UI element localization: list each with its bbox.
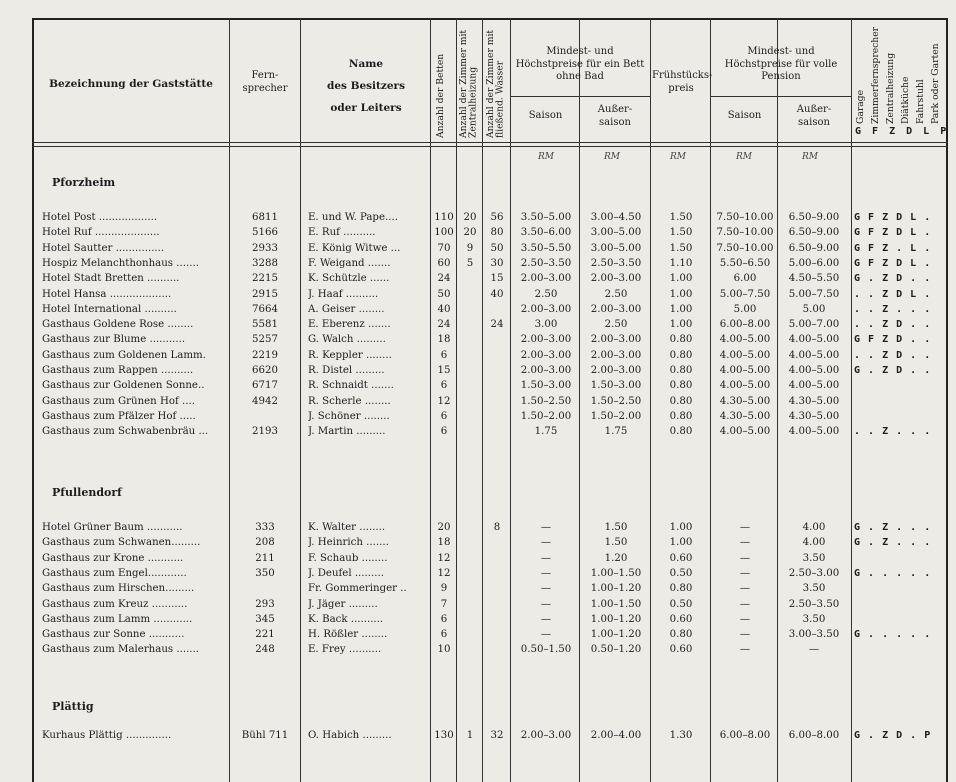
table-cell-beds: 6 — [440, 380, 448, 392]
table-cell-owner: J. Schöner ........ — [308, 410, 390, 422]
table-cell-fl: . . Z . . . — [854, 426, 932, 438]
table-cell-heat: 20 — [463, 227, 477, 239]
table-cell-fl: G F Z D L . — [854, 227, 932, 239]
table-cell-s2: 3.00–5.00 — [590, 227, 642, 239]
table-cell-water: 15 — [490, 273, 504, 285]
facility-codes: G F Z D L P — [855, 126, 949, 137]
table-cell-p1: 7.50–10.00 — [716, 212, 774, 223]
table-cell-owner: F. Weigand ....... — [308, 257, 391, 269]
table-cell-name: Gasthaus zum Grünen Hof .... — [42, 395, 195, 407]
unit-label: RM — [538, 152, 554, 162]
table-cell-s2: 1.20 — [604, 552, 628, 564]
table-cell-heat: 5 — [466, 257, 474, 269]
table-cell-phone: 333 — [255, 522, 275, 533]
table-cell-fl: G . Z D . . — [854, 365, 932, 376]
table-cell-beds: 24 — [437, 319, 451, 331]
table-cell-fr: 0.80 — [669, 410, 693, 422]
table-cell-beds: 15 — [437, 365, 451, 376]
table-cell-s2: 2.00–3.00 — [590, 334, 642, 346]
col-rule — [229, 18, 230, 782]
header-offseason2: Außer- saison — [796, 104, 832, 128]
table-cell-water: 30 — [490, 257, 504, 269]
table-cell-p1: 7.50–10.00 — [716, 242, 774, 254]
section-title: Pforzheim — [52, 176, 116, 189]
table-cell-owner: R. Distel ......... — [308, 365, 385, 376]
table-cell-phone: 7664 — [252, 303, 278, 315]
table-cell-phone: 2219 — [252, 349, 278, 361]
table-cell-fr: 0.50 — [669, 567, 693, 579]
col-rule — [482, 18, 483, 782]
header-owner-3: oder Leiters — [330, 102, 402, 114]
header-beds: Anzahl der Betten — [435, 53, 446, 138]
header-rule-double — [32, 146, 948, 147]
table-cell-name: Hotel Ruf .................... — [42, 227, 160, 239]
table-cell-p2: 3.50 — [802, 613, 826, 625]
table-cell-fr: 0.80 — [669, 583, 693, 595]
table-cell-phone: 6620 — [252, 365, 278, 376]
table-cell-owner: O. Habich ......... — [308, 730, 392, 741]
table-cell-phone: 2215 — [252, 273, 278, 285]
table-cell-beds: 40 — [437, 303, 451, 315]
table-cell-p2: 4.50–5.50 — [788, 273, 840, 285]
header-facility-heating: Zentralheizung — [885, 52, 896, 124]
table-cell-fr: 1.00 — [669, 522, 693, 533]
table-cell-s2: 1.00–1.20 — [590, 583, 642, 595]
table-cell-name: Hotel Grüner Baum ........... — [42, 522, 183, 533]
table-cell-s1: 2.50–3.50 — [520, 257, 572, 269]
table-cell-p2: 4.00–5.00 — [788, 334, 840, 346]
table-cell-fr: 1.50 — [669, 242, 693, 254]
table-cell-p2: 4.00 — [802, 522, 826, 533]
table-cell-s1: 3.50–6.00 — [520, 227, 572, 239]
table-cell-phone: 211 — [255, 552, 275, 564]
header-rule — [32, 142, 948, 143]
table-cell-p2: 4.30–5.00 — [788, 395, 840, 407]
table-cell-p1: 7.50–10.00 — [716, 227, 774, 239]
table-cell-s1: 2.50 — [534, 288, 558, 300]
table-cell-owner: J. Heinrich ....... — [308, 537, 389, 549]
table-cell-s2: 1.50 — [604, 522, 628, 533]
table-cell-s1: — — [540, 613, 552, 625]
table-cell-fr: 1.30 — [669, 730, 693, 741]
table-cell-s1: 2.00–3.00 — [520, 349, 572, 361]
col-rule — [851, 18, 852, 782]
table-cell-name: Gasthaus zur Krone ........... — [42, 552, 184, 564]
table-cell-owner: H. Rößler ........ — [308, 629, 388, 641]
table-cell-beds: 50 — [437, 288, 451, 300]
table-cell-fr: 0.50 — [669, 598, 693, 610]
table-cell-owner: R. Keppler ........ — [308, 349, 392, 361]
table-cell-p2: 5.00–7.50 — [788, 288, 840, 300]
table-cell-phone: Bühl 711 — [241, 730, 289, 741]
table-cell-p2: 2.50–3.50 — [788, 598, 840, 610]
table-cell-fl: . . Z D . . — [854, 349, 932, 361]
table-cell-water: 80 — [490, 227, 504, 239]
table-cell-owner: J. Jäger ......... — [308, 598, 378, 610]
header-phone: Fern- sprecher — [242, 70, 288, 94]
table-cell-s1: — — [540, 522, 552, 533]
table-cell-name: Hotel Post .................. — [42, 212, 158, 223]
table-cell-fr: 1.50 — [669, 212, 693, 223]
table-cell-phone: 2915 — [252, 288, 278, 300]
table-cell-s1: — — [540, 629, 552, 641]
table-cell-fl: G . . . . . — [854, 567, 932, 579]
table-cell-p2: 3.50 — [802, 552, 826, 564]
table-cell-p2: 5.00–7.00 — [788, 319, 840, 331]
table-cell-name: Gasthaus zum Kreuz ........... — [42, 598, 188, 610]
table-cell-phone: 6811 — [252, 212, 278, 223]
table-cell-fr: 0.60 — [669, 613, 693, 625]
table-cell-owner: E. Eberenz ....... — [308, 319, 391, 331]
table-cell-p1: 4.00–5.00 — [719, 380, 771, 392]
table-cell-beds: 6 — [440, 349, 448, 361]
table-cell-p1: 6.00–8.00 — [719, 319, 771, 331]
table-cell-name: Gasthaus zum Goldenen Lamm. — [42, 349, 206, 361]
table-cell-name: Gasthaus Goldene Rose ........ — [42, 319, 194, 331]
col-rule — [510, 18, 511, 782]
table-cell-s2: 2.00–3.00 — [590, 349, 642, 361]
col-rule — [456, 18, 457, 782]
table-cell-p1: — — [739, 537, 751, 549]
table-cell-s1: — — [540, 552, 552, 564]
table-cell-owner: E. und W. Pape.... — [308, 212, 398, 223]
table-cell-fr: 0.80 — [669, 334, 693, 346]
table-cell-name: Gasthaus zur Sonne ........... — [42, 629, 185, 641]
table-cell-p1: — — [739, 567, 751, 579]
table-cell-name: Gasthaus zum Engel............ — [42, 567, 187, 579]
header-offseason: Außer- saison — [597, 104, 633, 128]
table-cell-beds: 70 — [437, 242, 451, 254]
table-cell-owner: E. Ruf .......... — [308, 227, 376, 239]
table-cell-beds: 6 — [440, 613, 448, 625]
table-cell-beds: 12 — [437, 552, 451, 564]
table-cell-fr: 1.50 — [669, 227, 693, 239]
table-cell-fr: 1.00 — [669, 288, 693, 300]
table-cell-s1: 3.50–5.00 — [520, 212, 572, 223]
table-cell-beds: 24 — [437, 273, 451, 285]
table-cell-p1: — — [739, 598, 751, 610]
col-rule — [710, 18, 711, 782]
header-facility-diet: Diätküche — [900, 76, 911, 124]
table-cell-beds: 12 — [437, 567, 451, 579]
table-cell-phone: 5581 — [252, 319, 278, 331]
table-cell-s1: 0.50–1.50 — [520, 644, 572, 656]
table-cell-fl: G . Z . . . — [854, 522, 932, 533]
table-cell-name: Kurhaus Plättig .............. — [42, 730, 172, 741]
table-cell-s1: 2.00–3.00 — [520, 273, 572, 285]
table-cell-fr: 1.10 — [669, 257, 693, 269]
table-cell-fr: 0.80 — [669, 629, 693, 641]
table-cell-water: 8 — [493, 522, 501, 533]
table-cell-p2: 2.50–3.00 — [788, 567, 840, 579]
table-cell-phone: 4942 — [252, 395, 278, 407]
table-cell-p2: 4.00–5.00 — [788, 349, 840, 361]
header-pension-prices: Mindest- und Höchstpreise für volle Pension — [724, 46, 838, 82]
table-cell-s2: 1.75 — [604, 426, 628, 438]
table-cell-name: Gasthaus zum Schwabenbräu ... — [42, 426, 209, 438]
table-cell-owner: J. Deufel ......... — [308, 567, 384, 579]
table-cell-s1: — — [540, 537, 552, 549]
table-cell-s1: 3.50–5.50 — [520, 242, 572, 254]
table-cell-s1: — — [540, 598, 552, 610]
table-cell-name: Gasthaus zum Rappen .......... — [42, 365, 194, 376]
table-cell-fl: G . Z D . . — [854, 273, 932, 285]
table-cell-beds: 100 — [434, 227, 454, 239]
table-cell-beds: 60 — [437, 257, 451, 269]
table-cell-name: Hotel Hansa ................... — [42, 288, 172, 300]
table-cell-p1: — — [739, 552, 751, 564]
table-cell-name: Gasthaus zur Goldenen Sonne.. — [42, 380, 205, 392]
header-bed-prices: Mindest- und Höchstpreise für ein Bett ohne Bad — [515, 46, 645, 82]
table-cell-owner: J. Haaf .......... — [308, 288, 379, 300]
table-cell-owner: A. Geiser ........ — [308, 303, 385, 315]
table-cell-water: 50 — [490, 242, 504, 254]
table-cell-p2: 6.50–9.00 — [788, 227, 840, 239]
table-cell-beds: 10 — [437, 644, 451, 656]
table-cell-s2: 2.00–4.00 — [590, 730, 642, 741]
table-cell-fr: 0.80 — [669, 365, 693, 376]
table-cell-heat: 9 — [466, 242, 474, 254]
header-facility-lift: Fahrstuhl — [915, 79, 926, 124]
table-cell-p1: 5.00–7.50 — [719, 288, 771, 300]
table-cell-beds: 12 — [437, 395, 451, 407]
table-cell-p1: — — [739, 522, 751, 533]
table-cell-beds: 6 — [440, 410, 448, 422]
table-cell-fl: G F Z D L . — [854, 212, 932, 223]
table-cell-name: Gasthaus zum Lamm ............ — [42, 613, 193, 625]
unit-label: RM — [736, 152, 752, 162]
header-season2: Saison — [727, 110, 762, 121]
table-cell-beds: 9 — [440, 583, 448, 595]
table-cell-name: Gasthaus zum Malerhaus ....... — [42, 644, 200, 656]
table-cell-fr: 0.60 — [669, 644, 693, 656]
table-cell-s2: 1.50 — [604, 537, 628, 549]
table-cell-s1: 2.00–3.00 — [520, 730, 572, 741]
table-cell-s1: 2.00–3.00 — [520, 303, 572, 315]
table-cell-p1: — — [739, 583, 751, 595]
table-cell-heat: 20 — [463, 212, 477, 223]
table-cell-p1: 4.00–5.00 — [719, 349, 771, 361]
table-cell-s1: 3.00 — [534, 319, 558, 331]
table-cell-s1: — — [540, 567, 552, 579]
header-owner-1: Name — [348, 58, 384, 70]
table-cell-beds: 130 — [434, 730, 454, 741]
table-cell-p1: 4.30–5.00 — [719, 395, 771, 407]
table-cell-p2: 5.00–6.00 — [788, 257, 840, 269]
table-cell-fr: 1.00 — [669, 303, 693, 315]
header-rooms-heat: Anzahl der Zimmer mit Zentralheizung — [458, 29, 479, 138]
table-cell-p2: 4.30–5.00 — [788, 410, 840, 422]
col-rule — [300, 18, 301, 782]
table-cell-p2: 4.00 — [802, 537, 826, 549]
table-cell-owner: K. Schützle ...... — [308, 273, 390, 285]
table-cell-s1: 1.75 — [534, 426, 558, 438]
unit-label: RM — [802, 152, 818, 162]
header-facility-garden: Park oder Garten — [930, 43, 941, 124]
table-cell-heat: 1 — [466, 730, 474, 741]
table-cell-fr: 1.00 — [669, 273, 693, 285]
table-cell-p2: 3.50 — [802, 583, 826, 595]
table-cell-beds: 6 — [440, 629, 448, 641]
table-cell-p2: 4.00–5.00 — [788, 380, 840, 392]
table-cell-name: Gasthaus zum Hirschen......... — [42, 583, 195, 595]
table-cell-p1: 4.30–5.00 — [719, 410, 771, 422]
table-cell-p2: 3.00–3.50 — [788, 629, 840, 641]
table-cell-fl: G . . . . . — [854, 629, 932, 641]
table-cell-s2: 3.00–5.00 — [590, 242, 642, 254]
table-cell-s2: 0.50–1.20 — [590, 644, 642, 656]
table-cell-phone: 2933 — [252, 242, 278, 254]
table-cell-fr: 0.80 — [669, 349, 693, 361]
table-cell-p1: 4.00–5.00 — [719, 365, 771, 376]
header-name: Bezeichnung der Gaststätte — [49, 78, 213, 90]
table-cell-phone: 345 — [255, 613, 275, 625]
table-cell-s2: 1.00–1.50 — [590, 598, 642, 610]
table-cell-owner: E. König Witwe ... — [308, 242, 401, 254]
table-cell-name: Hotel Sautter ............... — [42, 242, 165, 254]
table-cell-s2: 2.00–3.00 — [590, 273, 642, 285]
table-cell-owner: F. Schaub ........ — [308, 552, 388, 564]
table-cell-p2: 6.50–9.00 — [788, 242, 840, 254]
table-cell-s2: 2.50 — [604, 319, 628, 331]
table-cell-p1: 6.00–8.00 — [719, 730, 771, 741]
table-cell-fl: . . Z . . . — [854, 303, 932, 315]
table-cell-p2: 5.00 — [802, 303, 826, 315]
table-cell-s2: 2.00–3.00 — [590, 303, 642, 315]
table-cell-p1: 6.00 — [733, 273, 757, 285]
table-cell-fl: G F Z . L . — [854, 242, 932, 254]
table-cell-p2: 4.00–5.00 — [788, 365, 840, 376]
table-cell-s2: 1.00–1.20 — [590, 629, 642, 641]
table-cell-p1: 5.50–6.50 — [719, 257, 771, 269]
col-rule — [430, 18, 431, 782]
table-cell-fl: G . Z D . P — [854, 730, 932, 741]
table-cell-p2: — — [808, 644, 820, 656]
header-owner-2: des Besitzers — [327, 80, 405, 92]
table-cell-s2: 1.50–2.00 — [590, 410, 642, 422]
table-cell-owner: J. Martin ......... — [308, 426, 386, 438]
table-cell-s2: 2.50 — [604, 288, 628, 300]
table-cell-p1: 4.00–5.00 — [719, 334, 771, 346]
section-title: Plättig — [52, 700, 94, 713]
table-cell-owner: R. Scherle ........ — [308, 395, 391, 407]
table-cell-s1: 2.00–3.00 — [520, 334, 572, 346]
table-cell-p2: 6.50–9.00 — [788, 212, 840, 223]
table-cell-beds: 7 — [440, 598, 448, 610]
header-facility-garage: Garage — [855, 89, 866, 124]
table-cell-owner: E. Frey .......... — [308, 644, 382, 656]
table-cell-water: 24 — [490, 319, 504, 331]
table-cell-owner: K. Walter ........ — [308, 522, 386, 533]
table-cell-phone: 6717 — [252, 380, 278, 392]
subheader-rule — [510, 96, 650, 97]
table-cell-beds: 6 — [440, 426, 448, 438]
table-cell-s1: 1.50–2.00 — [520, 410, 572, 422]
table-cell-fr: 0.80 — [669, 426, 693, 438]
table-cell-beds: 18 — [437, 334, 451, 346]
subheader-rule — [710, 96, 851, 97]
table-cell-fl: G . Z . . . — [854, 537, 932, 549]
table-cell-phone: 248 — [255, 644, 275, 656]
table-cell-name: Gasthaus zur Blume ........... — [42, 334, 186, 346]
table-cell-phone: 208 — [255, 537, 275, 549]
table-cell-owner: Fr. Gommeringer .. — [308, 583, 407, 595]
table-cell-phone: 221 — [255, 629, 275, 641]
unit-label: RM — [604, 152, 620, 162]
table-cell-phone: 2193 — [252, 426, 278, 438]
table-cell-phone: 5257 — [252, 334, 278, 346]
table-cell-name: Gasthaus zum Schwanen......... — [42, 537, 201, 549]
table-cell-p1: — — [739, 613, 751, 625]
table-cell-owner: R. Schnaidt ....... — [308, 380, 394, 392]
table-cell-s2: 1.00–1.20 — [590, 613, 642, 625]
table-cell-s1: 1.50–3.00 — [520, 380, 572, 392]
table-cell-fr: 0.60 — [669, 552, 693, 564]
table-cell-fl: . . Z D . . — [854, 319, 932, 331]
table-cell-phone: 293 — [255, 598, 275, 610]
header-breakfast: Frühstücks- preis — [652, 70, 713, 94]
table-cell-name: Gasthaus zum Pfälzer Hof ..... — [42, 410, 196, 422]
table-cell-p1: 5.00 — [733, 303, 757, 315]
unit-label: RM — [670, 152, 686, 162]
table-cell-p2: 6.00–8.00 — [788, 730, 840, 741]
table-cell-s2: 1.00–1.50 — [590, 567, 642, 579]
table-cell-s2: 1.50–3.00 — [590, 380, 642, 392]
table-cell-name: Hotel Stadt Bretten .......... — [42, 273, 180, 285]
table-cell-p1: — — [739, 644, 751, 656]
table-cell-fr: 0.80 — [669, 395, 693, 407]
table-cell-phone: 350 — [255, 567, 275, 579]
table-cell-beds: 18 — [437, 537, 451, 549]
table-cell-s2: 1.50–2.50 — [590, 395, 642, 407]
table-cell-s1: 2.00–3.00 — [520, 365, 572, 376]
table-cell-s1: 1.50–2.50 — [520, 395, 572, 407]
table-cell-p2: 4.00–5.00 — [788, 426, 840, 438]
table-cell-fr: 0.80 — [669, 380, 693, 392]
table-cell-s1: — — [540, 583, 552, 595]
table-cell-water: 32 — [490, 730, 504, 741]
table-cell-fl: G F Z D L . — [854, 257, 932, 269]
table-cell-water: 56 — [490, 212, 504, 223]
table-cell-owner: G. Walch ......... — [308, 334, 386, 346]
table-cell-fr: 1.00 — [669, 537, 693, 549]
header-rooms-water: Anzahl der Zimmer mit fließend. Wasser — [485, 29, 506, 138]
table-cell-fl: G F Z D . . — [854, 334, 932, 346]
header-season: Saison — [528, 110, 563, 121]
table-cell-s2: 3.00–4.50 — [590, 212, 642, 223]
table-cell-beds: 110 — [434, 212, 454, 223]
table-cell-p1: — — [739, 629, 751, 641]
header-facility-phone: Zimmerfernsprecher — [870, 26, 881, 124]
table-cell-name: Hotel International .......... — [42, 303, 177, 315]
table-cell-beds: 20 — [437, 522, 451, 533]
table-cell-s2: 2.50–3.50 — [590, 257, 642, 269]
table-cell-fr: 1.00 — [669, 319, 693, 331]
table-cell-water: 40 — [490, 288, 504, 300]
table-cell-phone: 3288 — [252, 257, 278, 269]
table-cell-owner: K. Back .......... — [308, 613, 384, 625]
table-cell-s2: 2.00–3.00 — [590, 365, 642, 376]
table-cell-phone: 5166 — [252, 227, 278, 239]
table-cell-name: Hospiz Melanchthonhaus ....... — [42, 257, 199, 269]
section-title: Pfullendorf — [52, 486, 122, 499]
table-cell-p1: 4.00–5.00 — [719, 426, 771, 438]
table-cell-fl: . . Z D L . — [854, 288, 932, 300]
